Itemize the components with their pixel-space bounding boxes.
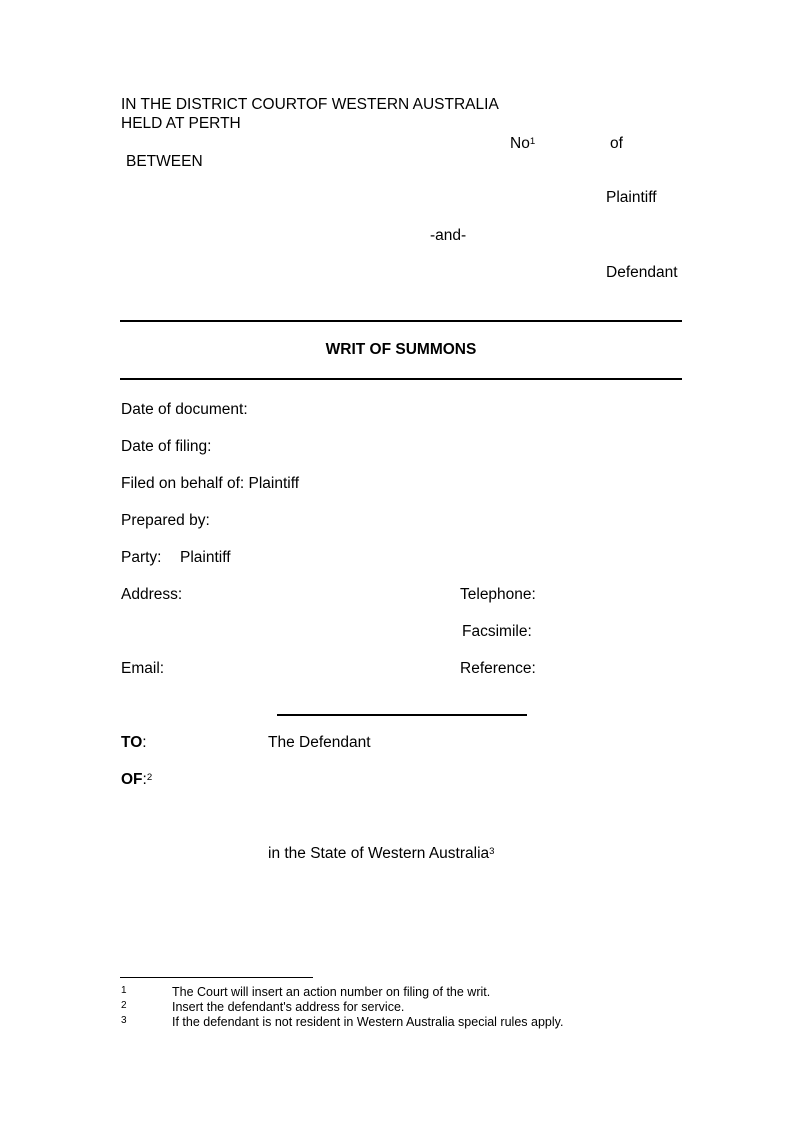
reference-field-label: Reference: xyxy=(460,660,536,677)
footnote-1 xyxy=(121,985,490,1000)
of-label-text: OF xyxy=(121,771,143,788)
footnote-1-text: The Court will insert an action number on filing of the writ. xyxy=(172,985,491,999)
to-value: The Defendant xyxy=(268,734,371,751)
footnote-3 xyxy=(121,1015,563,1030)
to-label-text: TO xyxy=(121,734,143,751)
plaintiff-party-label: Plaintiff xyxy=(606,189,657,206)
to-line xyxy=(121,733,371,752)
between-label: BETWEEN xyxy=(126,153,203,170)
prepared-by-field: Prepared by: xyxy=(121,512,210,529)
party-field-value: Plaintiff xyxy=(180,549,231,566)
footnote-ref-1-marker: 1 xyxy=(529,135,536,147)
of-label-colon: : xyxy=(142,771,147,788)
state-line xyxy=(268,844,494,863)
footnote-1-number: 1 xyxy=(121,985,127,996)
state-line-text: in the State of Western Australia xyxy=(268,845,490,862)
title-top-rule xyxy=(120,320,682,322)
title-bottom-rule xyxy=(120,378,682,380)
case-number-label xyxy=(510,134,535,153)
of-line xyxy=(121,770,152,789)
court-location-line: HELD AT PERTH xyxy=(121,115,241,132)
and-separator: -and- xyxy=(430,227,467,244)
facsimile-field-label: Facsimile: xyxy=(462,623,532,640)
address-field-label: Address: xyxy=(121,586,183,603)
date-of-filing-field: Date of filing: xyxy=(121,438,212,455)
telephone-field-label: Telephone: xyxy=(460,586,536,603)
email-field-label: Email: xyxy=(121,660,165,677)
footnote-2-number: 2 xyxy=(121,1000,127,1011)
case-number-text: No xyxy=(510,135,530,152)
footnote-ref-3-marker: 3 xyxy=(489,845,495,857)
defendant-party-label: Defendant xyxy=(606,264,678,281)
court-name-line: IN THE DISTRICT COURTOF WESTERN AUSTRALIA xyxy=(121,96,499,113)
case-year-of-label: of xyxy=(610,135,623,152)
filed-on-behalf-of-field: Filed on behalf of: Plaintiff xyxy=(121,475,300,492)
to-label xyxy=(121,733,268,752)
party-field xyxy=(121,548,231,567)
document-title: WRIT OF SUMMONS xyxy=(325,341,477,358)
footnote-separator-rule xyxy=(120,977,313,978)
footnote-ref-2-marker: 2 xyxy=(146,771,153,783)
section-separator-rule xyxy=(277,714,527,716)
footnote-3-number: 3 xyxy=(121,1015,127,1026)
date-of-document-field: Date of document: xyxy=(121,401,248,418)
footnote-3-text: If the defendant is not resident in Western Australia special rules apply. xyxy=(172,1015,564,1029)
to-label-colon: : xyxy=(142,734,147,751)
footnote-2-text: Insert the defendant's address for service. xyxy=(172,1000,405,1014)
party-field-label: Party: xyxy=(121,549,162,566)
